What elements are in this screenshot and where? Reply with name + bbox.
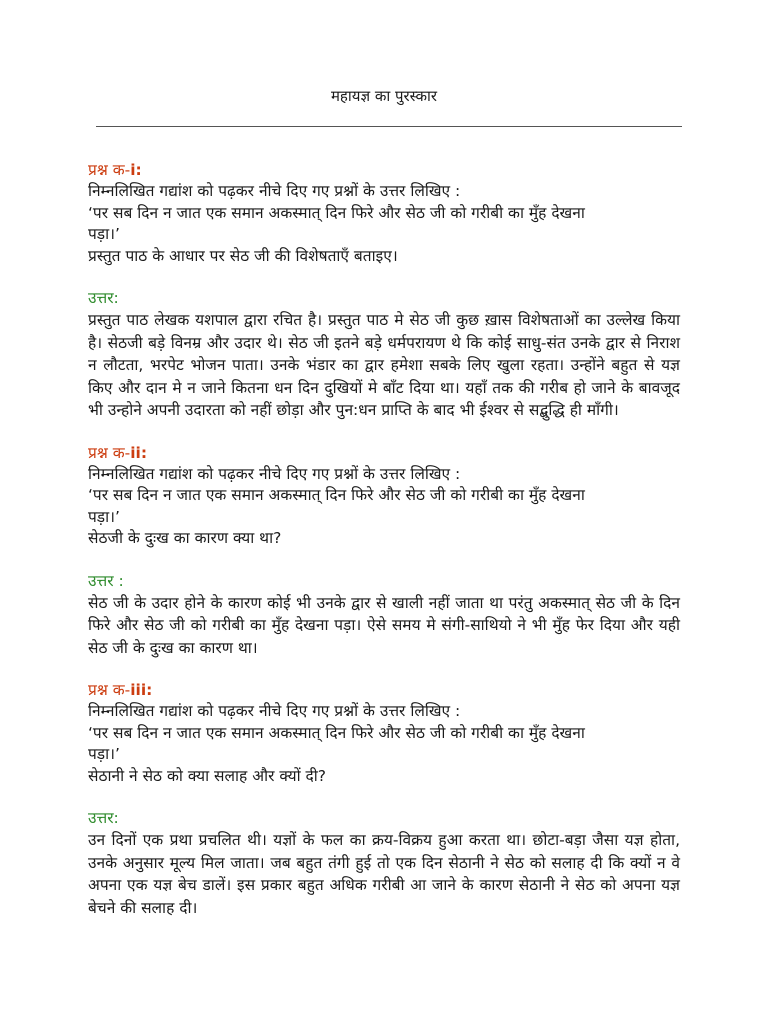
question-block <box>88 443 680 550</box>
question-quote: ‘पर सब दिन न जात एक समान अकस्मात् दिन फिरे और सेठ जी को गरीबी का मुँह देखना <box>88 486 585 504</box>
page-title: महायज्ञ का पुरस्कार <box>330 87 438 105</box>
question-block <box>88 680 680 787</box>
question-quote-end: पड़ा।’ <box>88 225 120 243</box>
answer-block <box>88 808 680 919</box>
answer-text: प्रस्तुत पाठ लेखक यशपाल द्वारा रचित है। प्रस्तुत पाठ मे सेठ जी कुछ ख़ास विशेषताओं का उल्लेख किया है। सेठजी बड़े विनम्र और उदार थे। सेठ जी इतने बड़े धर्मपरायण थे कि कोई साधु-संत उनके द्वार से निराश न लौटता, भरपेट भोजन पाता। उनके भंडार का द्वार हमेशा सबके लिए खुला रहता। उन्होंने बहुत से यज्ञ किए और दान मे न जाने कितना धन दिन दुखियों मे बाँट दिया था। यहाँ तक की गरीब हो जाने के बावजूद भी उन्होने अपनी उदारता को नहीं छोड़ा और पुन:धन प्राप्ति के बाद भी ईश्वर से सद्बुद्धि ही माँगी। <box>88 311 680 419</box>
answer-label: उत्तर: <box>88 809 119 827</box>
question-number: i: <box>130 161 142 179</box>
answer-text: उन दिनों एक प्रथा प्रचलित थी। यज्ञों के फल का क्रय-विक्रय हुआ करता था। छोटा-बड़ा जैसा यज्ञ होता, उनके अनुसार मूल्य मिल जाता। जब बहुत तंगी हुई तो एक दिन सेठानी ने सेठ को सलाह दी कि क्यों न वे अपना एक यज्ञ बेच डालें। इस प्रकार बहुत अधिक गरीबी आ जाने के कारण सेठानी ने सेठ को अपना यज्ञ बेचने की सलाह दी। <box>88 831 680 917</box>
answer-block <box>88 571 680 660</box>
question-label-prefix: प्रश्न क- <box>88 443 131 462</box>
question-quote-end: पड़ा।’ <box>88 507 120 526</box>
question-instruction: निम्नलिखित गद्यांश को पढ़कर नीचे दिए गए प्रश्नों के उत्तर लिखिए : <box>88 702 461 720</box>
question-label <box>88 680 680 701</box>
question-label-prefix: प्रश्न क- <box>88 161 131 179</box>
question-instruction: निम्नलिखित गद्यांश को पढ़कर नीचे दिए गए प्रश्नों के उत्तर लिखिए : <box>88 182 461 200</box>
question-text: सेठजी के दुःख का कारण क्या था? <box>88 529 282 547</box>
question-label <box>88 443 680 464</box>
question-instruction: निम्नलिखित गद्यांश को पढ़कर नीचे दिए गए प्रश्नों के उत्तर लिखिए : <box>88 464 461 483</box>
question-label <box>88 160 680 181</box>
answer-label: उत्तर : <box>88 571 124 590</box>
question-text: प्रस्तुत पाठ के आधार पर सेठ जी की विशेषताएँ बताइए। <box>88 246 398 265</box>
answer-block <box>88 288 680 422</box>
answer-label: उत्तर: <box>88 289 119 307</box>
question-text: सेठानी ने सेठ को क्या सलाह और क्यों दी? <box>88 766 327 785</box>
question-number: iii: <box>130 681 153 699</box>
question-quote-end: पड़ा।’ <box>88 745 120 763</box>
question-label-prefix: प्रश्न क- <box>88 681 131 699</box>
question-quote: ‘पर सब दिन न जात एक समान अकस्मात् दिन फिरे और सेठ जी को गरीबी का मुँह देखना <box>88 203 585 222</box>
answer-text: सेठ जी के उदार होने के कारण कोई भी उनके द्वार से खाली नहीं जाता था परंतु अकस्मात् सेठ जी के दिन फिरे और सेठ जी को गरीबी का मुँह देखना पड़ा। ऐसे समय मे संगी-साथियो ने भी मुँह फेर दिया और यही सेठ जी के दुःख का कारण था। <box>88 593 680 657</box>
title-divider <box>96 126 682 127</box>
question-block <box>88 160 680 267</box>
question-number: ii: <box>130 443 148 462</box>
question-quote: ‘पर सब दिन न जात एक समान अकस्मात् दिन फिरे और सेठ जी को गरीबी का मुँह देखना <box>88 723 585 742</box>
